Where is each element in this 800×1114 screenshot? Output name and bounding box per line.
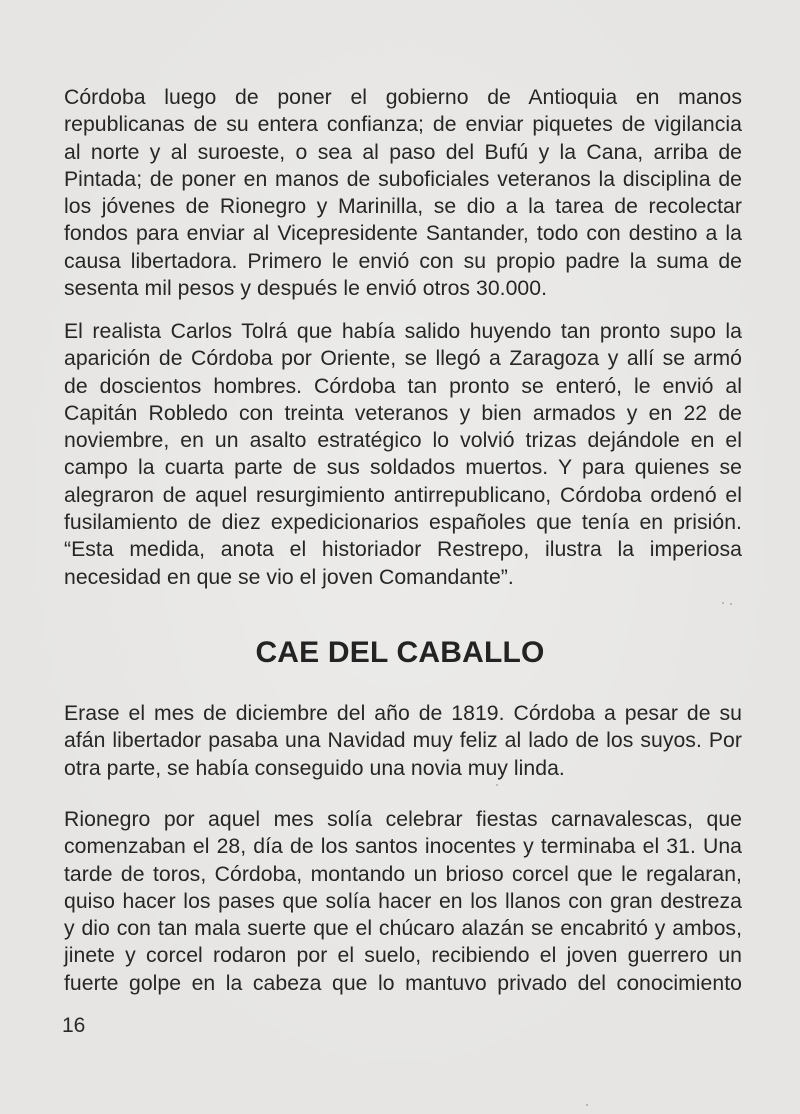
text-line: tarde de toros, Córdoba, montando un brioso corcel que le regalaran, xyxy=(64,862,742,886)
text-line: comenzaban el 28, día de los santos inocentes y terminaba el 31. Una xyxy=(64,835,742,859)
text-line: quiso hacer los pases que solía hacer en los llanos con gran destreza xyxy=(64,889,742,913)
scan-speck xyxy=(730,603,732,605)
paragraph-2 xyxy=(64,318,742,591)
text-line: alegraron de aquel resurgimiento antirrepublicano, Córdoba ordenó el xyxy=(64,483,742,507)
text-line: y dio con tan mala suerte que el chúcaro alazán se encabritó y ambos, xyxy=(64,917,742,941)
text-line: fuerte golpe en la cabeza que lo mantuvo privado del conocimiento xyxy=(64,971,742,995)
text-line: jinete y corcel rodaron por el suelo, recibiendo el joven guerrero un xyxy=(64,944,742,968)
scan-speck xyxy=(586,1104,588,1106)
text-line: fusilamiento de diez expedicionarios españoles que tenía en prisión. xyxy=(64,511,742,535)
text-line: afán libertador pasaba una Navidad muy feliz al lado de los suyos. Por xyxy=(64,729,742,753)
text-line: Rionegro por aquel mes solía celebrar fiestas carnavalescas, que xyxy=(64,808,742,831)
page-number: 16 xyxy=(62,1014,86,1037)
paragraph-3 xyxy=(64,700,742,782)
paragraph-4 xyxy=(64,806,742,997)
paragraph-1 xyxy=(64,84,742,302)
text-line: causa libertadora. Primero le envió con su propio padre la suma de xyxy=(64,249,742,273)
text-line: fondos para enviar al Vicepresidente Santander, todo con destino a la xyxy=(64,222,742,246)
scan-speck xyxy=(496,784,498,786)
text-line: sesenta mil pesos y después le envió otros 30.000. xyxy=(64,277,548,301)
text-line: “Esta medida, anota el historiador Restrepo, ilustra la imperiosa xyxy=(64,538,742,562)
text-line: Pintada; de poner en manos de suboficiales veteranos la disciplina de xyxy=(64,167,742,191)
text-line: Erase el mes de diciembre del año de 1819. Córdoba a pesar de su xyxy=(64,702,742,725)
section-heading: CAE DEL CABALLO xyxy=(255,636,545,669)
text-line: Capitán Robledo con treinta veteranos y bien armados y en 22 de xyxy=(64,401,742,425)
text-line: los jóvenes de Rionegro y Marinilla, se dio a la tarea de recolectar xyxy=(64,195,742,219)
text-line: Córdoba luego de poner el gobierno de Antioquia en manos xyxy=(64,86,742,109)
text-line: campo la cuarta parte de sus soldados muertos. Y para quienes se xyxy=(64,456,742,480)
text-line: republicanas de su entera confianza; de enviar piquetes de vigilancia xyxy=(64,113,742,137)
text-line: al norte y al suroeste, o sea al paso del Bufú y la Cana, arriba de xyxy=(64,140,742,164)
text-line: noviembre, en un asalto estratégico lo volvió trizas dejándole en el xyxy=(64,429,742,453)
text-line: aparición de Córdoba por Oriente, se llegó a Zaragoza y allí se armó xyxy=(64,347,742,371)
text-line: El realista Carlos Tolrá que había salido huyendo tan pronto supo la xyxy=(64,320,742,343)
scan-speck xyxy=(722,602,724,604)
text-line: de doscientos hombres. Córdoba tan pronto se enteró, le envió al xyxy=(64,374,742,398)
text-line: otra parte, se había conseguido una novia muy linda. xyxy=(64,756,565,780)
scan-speck xyxy=(740,332,742,334)
text-line: necesidad en que se vio el joven Comandante”. xyxy=(64,565,514,589)
